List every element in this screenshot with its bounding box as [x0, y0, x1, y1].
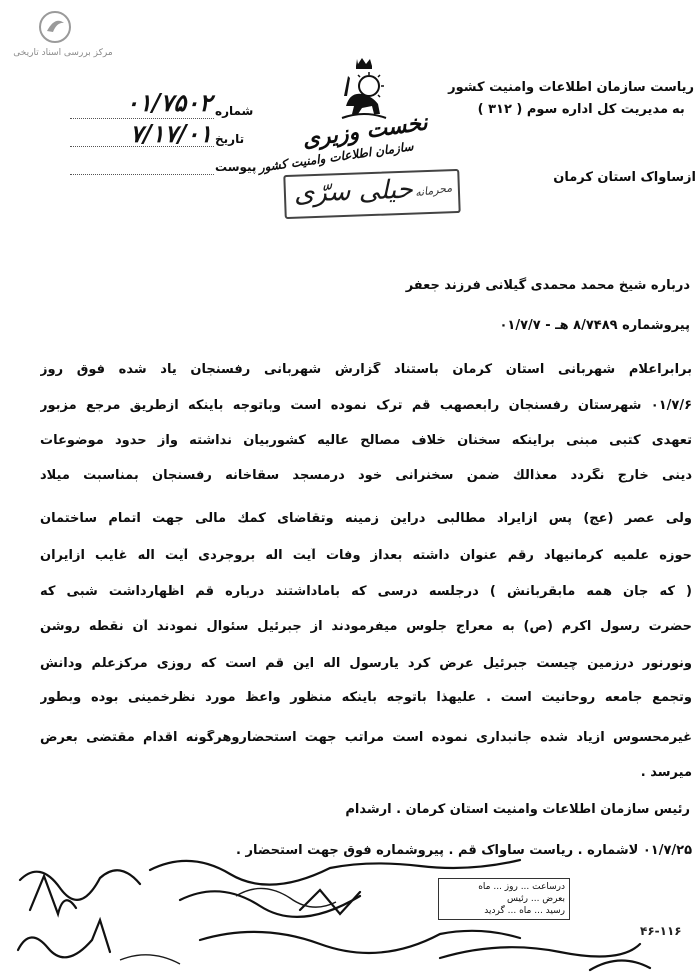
- to-label: به: [672, 102, 685, 117]
- number-label: شماره: [215, 104, 254, 118]
- archive-logo-icon: [38, 10, 72, 44]
- sender-value: ساواک استان کرمان: [553, 170, 684, 185]
- reference-line: پیروشماره ۸/۷۴۸۹ هـ - ۰۱/۷/۷: [499, 318, 690, 333]
- recipient-line-2: مدیریت کل اداره سوم ( ۳۱۲ ): [477, 102, 668, 117]
- routing-line-3: رسید ... ماه ... گردید: [484, 906, 565, 916]
- classification-signature: محرمانه: [413, 181, 453, 200]
- from-label: از: [684, 170, 696, 185]
- classification-stamp: [283, 169, 460, 219]
- classification-word: حیلی سرّی: [293, 174, 414, 209]
- closing-signature-line: رئیس سازمان اطلاعات وامنیت استان کرمان . ارشدام: [345, 802, 690, 817]
- body-line: تعهدی کتبی مبنی براینکه سخنان خلاف مصالح عالیه کشوربیان نداشته واز حدود موضوعات: [40, 433, 692, 448]
- body-line: حضرت رسول اکرم (ص) به معراج جلوس میفرمودند از جبرئیل سئوال نمودند آن نقطه روشن: [40, 619, 692, 634]
- recipient-line-1: ریاست سازمان اطلاعات وامنیت کشور: [448, 80, 694, 95]
- body-line: ( که جان همه مابقربانش ) درجلسه درسی که باماداشتند درباره قم اظهارداشت شبی که: [40, 584, 692, 599]
- handwritten-annotations: [0, 840, 700, 977]
- body-line: دینی خارج نگردد معذالك ضمن سخنرانی خود درمسجد سقاخانه رفسنجان بمناسبت میلاد: [40, 468, 692, 483]
- routing-stamp: [438, 878, 570, 920]
- body-line: غیرمحسوس ازیاد شده جانبداری نموده است مراتب جهت استحضاروهرگونه اقدام مقتضی بعرض: [40, 730, 692, 745]
- body-line: ولی عصر (عج) پس ازایراد مطالبی دراین زمینه وتقاضای کمك مالی جهت اتمام ساختمان: [40, 511, 692, 526]
- date-value: ۷/۱۷/۰۱: [130, 119, 212, 148]
- routing-line-1: درساعت ... روز ... ماه: [478, 882, 565, 892]
- attachment-dotted-line: [70, 174, 214, 175]
- forwarding-line: ۰۱/۷/۲۵ لاشماره . ریاست ساواک قم . پیروشماره فوق جهت استحضار .: [236, 843, 692, 858]
- body-line: حوزه علمیه کرمانیهاد رقم عنوان داشته بعداز وفات آیت اله بروجردی آیت اله غایب ازایران: [40, 548, 692, 563]
- body-last-line: میرسد .: [640, 765, 692, 780]
- body-line: برابراعلام شهربانی استان کرمان باستناد گزارش شهربانی رفسنجان یاد شده فوق روز: [40, 362, 692, 377]
- date-label: تاریخ: [215, 132, 245, 146]
- number-value: ۰۱/۷۵۰۲: [125, 88, 212, 117]
- page-reference: ۴۶-۱۱۶: [640, 924, 682, 938]
- subject-line: درباره شیخ محمد محمدی گیلانی فرزند جعفر: [405, 278, 690, 293]
- letterhead-organization: سازمان اطلاعات وامنیت کشور: [257, 139, 415, 175]
- body-line: وتجمع جامعه روحانیت است . علیهذا باتوجه باینکه منظور واعظ مورد نظرخمینی بوده وبطور: [40, 690, 692, 705]
- routing-line-2: بعرض ... رئیس: [506, 894, 565, 904]
- body-line: ۰۱/۷/۶ شهرستان رفسنجان رابعصهب قم ترک نموده است وباتوجه باینکه ازطریق مرجع مزبور: [40, 398, 692, 413]
- lion-and-sun-emblem-icon: [336, 56, 392, 120]
- watermark-text: مرکز بررسی اسناد تاریخی: [13, 48, 113, 58]
- letterhead-title: نخست وزیری: [300, 109, 430, 153]
- attachment-label: پیوست: [215, 160, 257, 174]
- body-line: ونورنور درزمین چیست جبرئیل عرض کرد یارسول اله این قم است که روزی مرکزعلم ودانش: [40, 656, 692, 671]
